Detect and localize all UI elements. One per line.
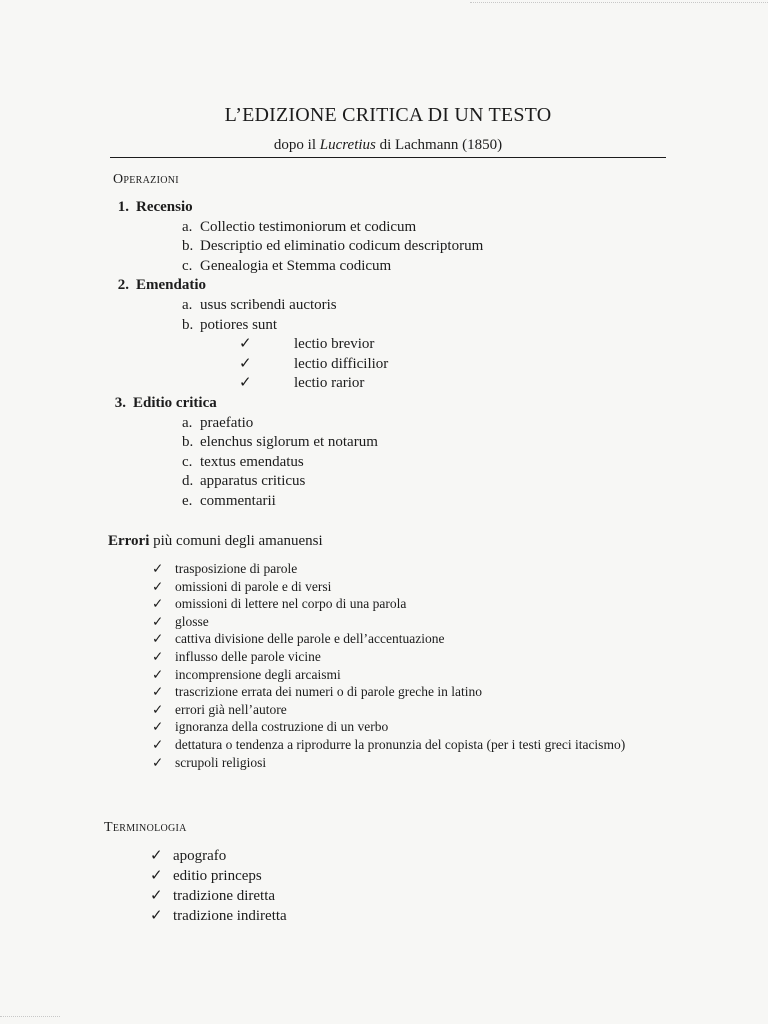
operation-subitem (0, 433, 768, 453)
criterion-item (0, 355, 768, 375)
scan-edge-mark (0, 1016, 60, 1017)
criterion-item (0, 335, 768, 355)
error-item (152, 595, 712, 613)
error-item (152, 754, 712, 772)
subitem-text: usus scribendi auctoris (200, 296, 337, 313)
subitem-letter: b. (182, 316, 194, 333)
check-icon: ✓ (150, 908, 163, 924)
error-text: ignoranza della costruzione di un verbo (175, 719, 389, 735)
subitem-text: Collectio testimoniorum et codicum (200, 218, 417, 235)
subitem-letter: b. (182, 434, 194, 451)
subitem (182, 237, 483, 257)
criterion-text: lectio rarior (294, 375, 365, 392)
check-icon: ✓ (152, 684, 164, 700)
error-item (152, 666, 712, 684)
operation-heading (107, 198, 193, 218)
check-icon: ✓ (150, 868, 163, 884)
check-icon: ✓ (152, 719, 164, 735)
operation-label: Emendatio (136, 277, 207, 294)
errors-heading-bold: Errori (108, 533, 150, 549)
error-text: dettatura o tendenza a riprodurre la pronunzia del copista (per i testi greci itacismo) (175, 736, 626, 752)
check-icon: ✓ (150, 888, 163, 904)
criterion (239, 355, 388, 375)
operation-number: 3. (114, 394, 126, 411)
subtitle-prefix: dopo il (273, 137, 320, 153)
page-title: L’EDIZIONE CRITICA DI UN TESTO (224, 104, 552, 126)
term-item (150, 906, 550, 926)
subitem-letter: a. (182, 414, 193, 431)
check-icon: ✓ (152, 613, 164, 629)
check-icon: ✓ (152, 596, 164, 612)
criterion (239, 374, 364, 394)
operation-label: Editio critica (133, 394, 217, 411)
error-text: omissioni di parole e di versi (175, 578, 332, 594)
term-text: tradizione diretta (173, 888, 276, 904)
term-item (150, 846, 550, 866)
check-icon: ✓ (152, 736, 164, 752)
subitem (182, 453, 304, 473)
error-text: trascrizione errata dei numeri o di parole greche in latino (175, 684, 482, 700)
error-text: glosse (175, 613, 209, 629)
subitem-letter: d. (182, 473, 194, 490)
scan-edge-mark (470, 2, 768, 3)
check-icon: ✓ (152, 631, 164, 647)
operation-heading (107, 276, 206, 296)
error-item (152, 683, 712, 701)
term-item (150, 866, 550, 886)
operations-heading: Operazioni (113, 172, 179, 187)
term-item (150, 886, 550, 906)
operation-subitem (0, 237, 768, 257)
check-icon: ✓ (152, 666, 164, 682)
operation-number: 2. (117, 277, 129, 294)
subitem-text: Genealogia et Stemma codicum (200, 257, 392, 274)
subitem (182, 218, 416, 238)
terminology-heading: Terminologia (104, 820, 187, 835)
term-text: tradizione indiretta (173, 908, 287, 924)
check-icon: ✓ (152, 561, 164, 576)
subitem-letter: c. (182, 453, 193, 470)
operation-subitem (0, 453, 768, 473)
subitem-text: apparatus criticus (200, 473, 306, 490)
errors-list (152, 560, 712, 771)
subitem-text: elenchus siglorum et notarum (200, 434, 378, 451)
check-icon: ✓ (239, 336, 252, 353)
operation-heading (104, 394, 217, 414)
error-text: incomprensione degli arcaismi (175, 666, 341, 682)
subitem-letter: b. (182, 238, 194, 255)
subitem (182, 492, 276, 512)
errors-heading (108, 533, 323, 550)
error-item (152, 701, 712, 719)
check-icon: ✓ (150, 848, 163, 864)
subitem-letter: c. (182, 257, 193, 274)
error-text: errori già nell’autore (175, 701, 287, 717)
subitem-text: potiores sunt (200, 316, 278, 333)
subitem-text: textus emendatus (200, 453, 304, 470)
operation-label: Recensio (136, 199, 193, 215)
term-text: apografo (173, 848, 227, 864)
error-item (152, 560, 712, 578)
subitem (182, 472, 305, 492)
error-item (152, 736, 712, 754)
check-icon: ✓ (152, 578, 164, 594)
error-item (152, 613, 712, 631)
page-subtitle (110, 137, 666, 154)
error-item (152, 578, 712, 596)
operation-subitem (0, 316, 768, 336)
check-icon: ✓ (239, 375, 252, 392)
subitem (182, 414, 253, 434)
subitem (182, 433, 378, 453)
error-text: trasposizione di parole (175, 561, 298, 576)
error-item (152, 718, 712, 736)
operations-list (0, 198, 768, 512)
check-icon: ✓ (152, 754, 164, 770)
subitem-text: praefatio (200, 414, 254, 431)
error-text: cattiva divisione delle parole e dell’accentuazione (175, 631, 445, 647)
operation-subitem (0, 414, 768, 434)
error-text: omissioni di lettere nel corpo di una parola (175, 596, 407, 612)
subitem-text: Descriptio ed eliminatio codicum descriptorum (200, 238, 484, 255)
error-text: scrupoli religiosi (175, 754, 267, 770)
subitem-text: commentarii (200, 492, 276, 509)
subitem-letter: a. (182, 296, 193, 313)
term-text: editio princeps (173, 868, 262, 884)
subitem-letter: a. (182, 218, 193, 235)
check-icon: ✓ (152, 701, 164, 717)
operation-subitem (0, 296, 768, 316)
error-text: influsso delle parole vicine (175, 648, 321, 664)
terminology-list (150, 846, 550, 926)
criterion-text: lectio difficilior (294, 355, 389, 372)
subitem (182, 257, 391, 277)
criterion (239, 335, 374, 355)
check-icon: ✓ (239, 355, 252, 372)
subtitle-suffix: di Lachmann (1850) (375, 137, 503, 153)
criterion-item (0, 374, 768, 394)
subitem (182, 296, 337, 316)
operation-subitem (0, 472, 768, 492)
operation-subitem (0, 257, 768, 277)
operation-subitem (0, 218, 768, 238)
error-item (152, 630, 712, 648)
subtitle-work-title: Lucretius (319, 137, 376, 153)
errors-heading-rest: più comuni degli amanuensi (149, 533, 323, 549)
operation-subitem (0, 492, 768, 512)
criterion-text: lectio brevior (294, 336, 375, 353)
operation-item (0, 198, 768, 218)
subitem-letter: e. (182, 492, 193, 509)
subitem (182, 316, 277, 336)
error-item (152, 648, 712, 666)
operation-item (0, 276, 768, 296)
operation-item (0, 394, 768, 414)
title-rule (110, 157, 666, 158)
operation-number: 1. (117, 199, 129, 215)
check-icon: ✓ (152, 648, 164, 664)
